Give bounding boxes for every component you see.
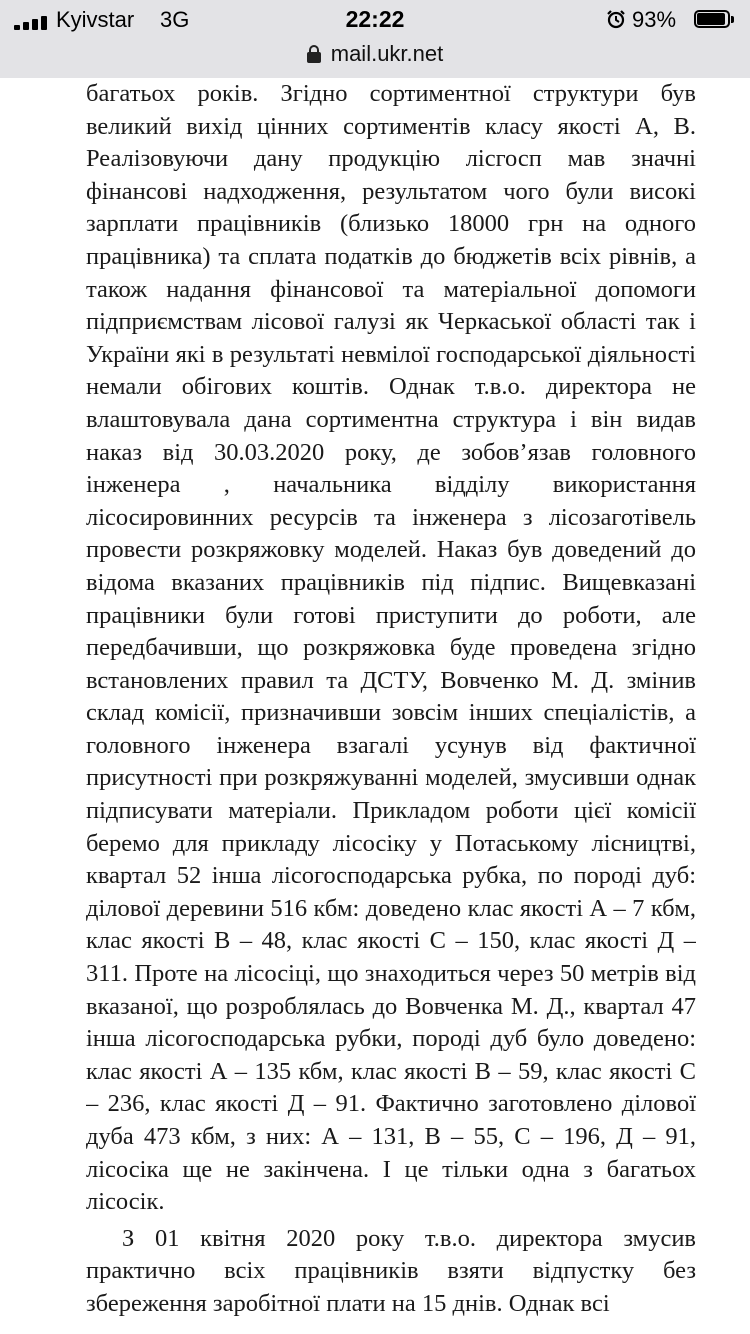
browser-address-bar[interactable] <box>0 40 750 78</box>
status-bar <box>0 0 750 40</box>
battery-percentage: 93% <box>632 7 677 32</box>
status-time: 22:22 <box>345 6 405 32</box>
network-type: 3G <box>160 7 190 32</box>
lock-icon <box>307 45 321 63</box>
alarm-icon <box>606 9 626 29</box>
document-paragraph: багатьох років. Згідно сортиментної структури був великий вихід цінних сортиментів класу якості А, В. Реалізовуючи дану продукцію лісгосп мав значні фінансові надходження, результатом чого були високі зарплати працівників (близько 18000 грн на одного працівника) та сплата податків до бюджетів всіх рівнів, а також надання фінансової та матеріальної допомоги підприємствам лісової галузі як Черкаської області так і України які в результаті невмілої господарської діяльності немали обігових коштів. Однак т.в.о. директора не влаштовувала дана сортиментна структура і він видав наказ від 30.03.2020 року, де зобов’язав головного інженера , начальника відділу використання лісосировинних ресурсів та інженера з лісозаготівель провести розкряжовку моделей. Наказ був доведений до відома вказаних працівників під підпис. Вищевказані працівники були готові приступити до роботи, але передбачивши, що розкряжовка буде проведена згідно встановлених правил та ДСТУ, Вовченко М. Д. змінив склад комісії, призначивши зовсім інших спеціалістів, а головного інженера взагалі усунув від фактичної присутності при розкряжуванні моделей, змусивши однак підписувати матеріали. Прикладом роботи цієї комісії беремо для прикладу лісосіку у Потаському лісництві, квартал 52 інша лісогосподарська рубка, по породі дуб: ділової деревини 516 кбм: доведено клас якості А – 7 кбм, клас якості В – 48, клас якості С – 150, клас якості Д – 311. Проте на лісосіці, що знаходиться через 50 метрів від вказаної, що розроблялась до Вовченка М. Д., квартал 47 інша лісогосподарська рубки, породі дуб було доведено: клас якості А – 135 кбм, клас якості В – 59, клас якості С – 236, клас якості Д – 91. Фактично заготовлено ділової дуба 473 кбм, з них: А – 131, В – 55, С – 196, Д – 91, лісосіка ще не закінчена. І це тільки одна з багатьох лісосік. <box>86 80 696 1216</box>
battery-icon <box>694 10 736 30</box>
document-body <box>86 78 696 1334</box>
carrier-name: Kyivstar <box>56 7 135 32</box>
document-paragraph: З 01 квітня 2020 року т.в.о. директора змусив практично всіх працівників взяти відпустку без збереження заробітної плати на 15 днів. Однак всі <box>86 1224 696 1317</box>
url-text: mail.ukr.net <box>330 41 444 66</box>
